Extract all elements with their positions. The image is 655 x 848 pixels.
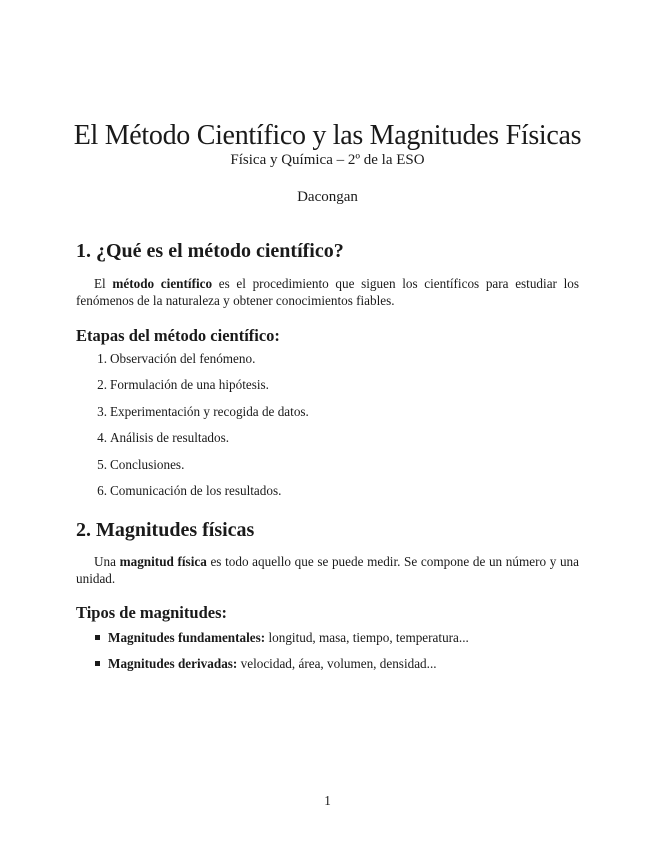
list-item-text: Experimentación y recogida de datos. <box>110 404 309 419</box>
list-item-text: Análisis de resultados. <box>110 430 230 445</box>
paragraph-text: es el procedimiento que siguen los científicos para estudiar los fenómenos de la naturaleza y obtener conocimientos fiables. <box>76 276 579 308</box>
document-subtitle: Física y Química – 2º de la ESO <box>230 152 425 168</box>
paragraph-text: es todo aquello que se puede medir. Se compone de un número y una unidad. <box>76 554 580 586</box>
list-item-text: Formulación de una hipótesis. <box>110 377 269 392</box>
square-bullet-icon <box>95 635 100 640</box>
paragraph-text: El <box>94 276 113 291</box>
list-item-text: Observación del fenómeno. <box>110 351 256 366</box>
list-item <box>95 630 469 646</box>
square-bullet-icon <box>95 661 100 666</box>
list-item <box>95 656 437 672</box>
document-title: El Método Científico y las Magnitudes Físicas <box>73 120 582 151</box>
list-item <box>90 377 269 393</box>
list-item-text: longitud, masa, tiempo, temperatura... <box>265 630 469 645</box>
list-item-number: 5. <box>97 457 107 472</box>
list-item-number: 4. <box>97 430 107 445</box>
list-item-label: Magnitudes derivadas: <box>108 656 238 671</box>
section-2-subheading: Tipos de magnitudes: <box>76 603 227 622</box>
list-item-number: 1. <box>97 351 107 366</box>
page-number: 1 <box>324 793 331 808</box>
document-author: Dacongan <box>297 189 358 205</box>
paragraph-text: Una <box>94 554 120 569</box>
list-item <box>90 430 229 446</box>
section-1-paragraph <box>76 275 579 309</box>
list-item <box>90 351 255 367</box>
list-item <box>90 404 309 420</box>
section-2-paragraph <box>76 553 579 587</box>
list-item-text: velocidad, área, volumen, densidad... <box>237 656 437 671</box>
section-1-heading: 1. ¿Qué es el método científico? <box>76 240 344 262</box>
list-item-number: 6. <box>97 483 107 498</box>
list-item-number: 3. <box>97 404 107 419</box>
list-item-number: 2. <box>97 377 107 392</box>
list-item-label: Magnitudes fundamentales: <box>108 630 266 645</box>
section-1-subheading: Etapas del método científico: <box>76 326 280 345</box>
list-item <box>90 457 184 473</box>
list-item <box>90 483 281 499</box>
section-2-heading: 2. Magnitudes físicas <box>76 519 255 541</box>
list-item-text: Conclusiones. <box>110 457 185 472</box>
list-item-text: Comunicación de los resultados. <box>110 483 282 498</box>
paragraph-bold-term: método científico <box>112 276 213 291</box>
paragraph-bold-term: magnitud física <box>119 554 207 569</box>
